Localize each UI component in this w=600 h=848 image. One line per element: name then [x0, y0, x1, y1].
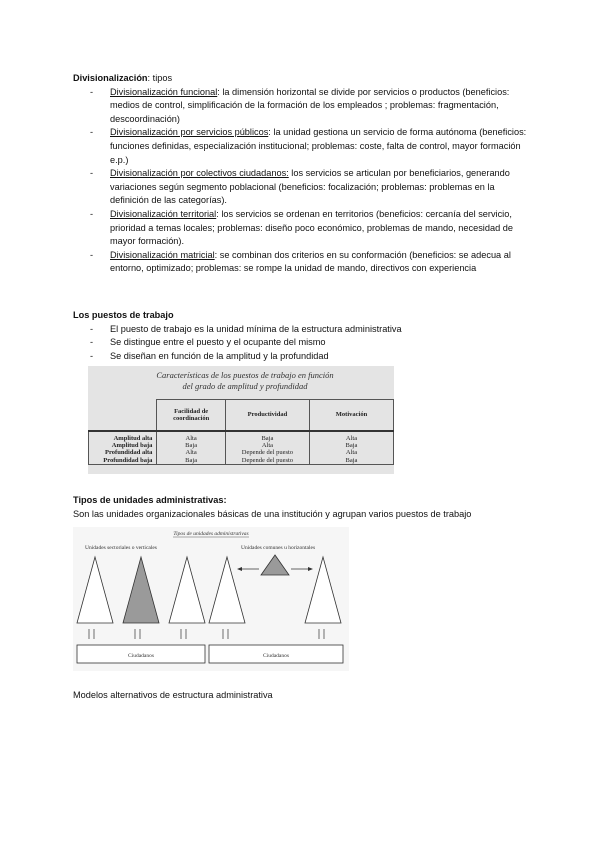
list-item-text: : se combinan dos criterios en su conformación (beneficios: se adecua al entorno, optimizado; problemas: se rompe la unidad de mando, directivos con experiencia	[110, 249, 511, 274]
down-arrows	[89, 629, 324, 639]
divisionalizacion-title-rest: : tipos	[147, 73, 173, 83]
table-row	[89, 457, 394, 465]
table-cell: Baja	[225, 431, 309, 442]
list-item	[73, 86, 533, 127]
table-cell: Depende del puesto	[225, 449, 309, 456]
table-cell: Baja	[157, 442, 225, 449]
table-row	[89, 431, 394, 442]
row-label: Profundidad alta	[89, 449, 157, 456]
arrow-head-right	[308, 567, 313, 571]
puestos-list	[73, 323, 533, 364]
list-item-term: Divisionalización por servicios públicos	[110, 127, 269, 138]
divisionalizacion-heading	[73, 72, 533, 86]
table-cell: Alta	[225, 442, 309, 449]
table-cell: Alta	[309, 449, 393, 456]
table-cell: Depende del puesto	[225, 457, 309, 465]
triangle-right-center-shaded	[261, 555, 289, 575]
tipos-text: Son las unidades organizacionales básicas de una institución y agrupan varios puestos de trabajo	[73, 508, 472, 519]
triangle-right-3	[305, 557, 341, 623]
list-item	[73, 208, 533, 249]
table-header: Facilidad de coordinación	[157, 400, 225, 432]
list-item-text: los servicios se articulan por beneficiarios, generando variaciones según segmento poblacional (beneficios: focalización; problemas: problemas en la definición de las categorías).	[110, 168, 510, 206]
table-caption	[150, 370, 340, 392]
table-cell: Baja	[309, 457, 393, 465]
table-row	[89, 442, 394, 449]
list-item: - El puesto de trabajo es la unidad mínima de la estructura administrativa	[73, 323, 533, 337]
left-group-label: Unidades sectoriales o verticales	[85, 545, 157, 551]
table-cell: Baja	[157, 457, 225, 465]
left-citizens-label: Ciudadanos	[128, 653, 154, 659]
table-header: Productividad	[225, 400, 309, 432]
row-label: Profundidad baja	[89, 457, 157, 465]
list-item-term: Divisionalización matricial	[110, 249, 215, 260]
table-cell: Baja	[309, 442, 393, 449]
triangle-left-2-shaded	[123, 557, 159, 623]
divisionalizacion-list	[73, 86, 533, 276]
list-item-text: : la dimensión horizontal se divide por servicios o productos (beneficios: medios de control, simplificación de la formación de los empleados ; problemas: fragmentación, descoordinación)	[110, 86, 510, 124]
right-citizens-label: Ciudadanos	[263, 653, 289, 659]
triangle-left-1	[77, 557, 113, 623]
table-row	[89, 449, 394, 456]
list-item: - Se distingue entre el puesto y el ocupante del mismo	[73, 336, 533, 350]
puestos-table-figure	[88, 366, 394, 474]
tipos-heading: Tipos de unidades administrativas:	[73, 495, 227, 505]
list-item	[73, 249, 533, 276]
list-item: - Se diseñan en función de la amplitud y la profundidad	[73, 350, 533, 364]
table-cell: Alta	[157, 449, 225, 456]
table-cell: Alta	[157, 431, 225, 442]
puestos-section	[73, 309, 533, 363]
divisionalizacion-title: Divisionalización	[73, 73, 148, 83]
puestos-heading: Los puestos de trabajo	[73, 310, 174, 320]
row-label: Amplitud baja	[89, 442, 157, 449]
triangle-left-3	[169, 557, 205, 623]
table-cell: Alta	[309, 431, 393, 442]
table-caption-line1: Características de los puestos de trabajo en función	[156, 370, 334, 380]
unidades-diagram	[73, 527, 349, 671]
tipos-section	[73, 494, 543, 521]
list-item	[73, 126, 533, 167]
unidades-diagram-figure	[73, 527, 349, 671]
arrow-head-left	[237, 567, 242, 571]
puestos-table	[88, 399, 394, 465]
list-item	[73, 167, 533, 208]
right-group-label: Unidades comunes u horizontales	[241, 545, 316, 551]
table-header: Motivación	[309, 400, 393, 432]
list-item-term: Divisionalización funcional	[110, 86, 218, 97]
list-item-text: : la unidad gestiona un servicio de forma autónoma (beneficios: funciones definidas, especialización institucional; problemas: coste, falta de control, mayor formación e.p.)	[110, 127, 527, 165]
table-corner	[89, 400, 157, 432]
list-item-text: : los servicios se ordenan en territorios (beneficios: cercanía del servicio, prioridad a temas locales; problemas: diseño poco económico, problemas de mando, necesidad de mayor formación).	[110, 208, 513, 247]
diagram-title: Tipos de unidades administrativas	[173, 531, 249, 537]
list-item-term: Divisionalización territorial	[110, 208, 217, 219]
row-label: Amplitud alta	[89, 431, 157, 442]
list-item-term: Divisionalización por colectivos ciudadanos:	[110, 168, 289, 179]
triangle-right-1	[209, 557, 245, 623]
modelos-line: Modelos alternativos de estructura administrativa	[73, 690, 273, 700]
table-caption-line2: del grado de amplitud y profundidad	[182, 381, 308, 391]
divisionalizacion-section	[73, 72, 533, 276]
